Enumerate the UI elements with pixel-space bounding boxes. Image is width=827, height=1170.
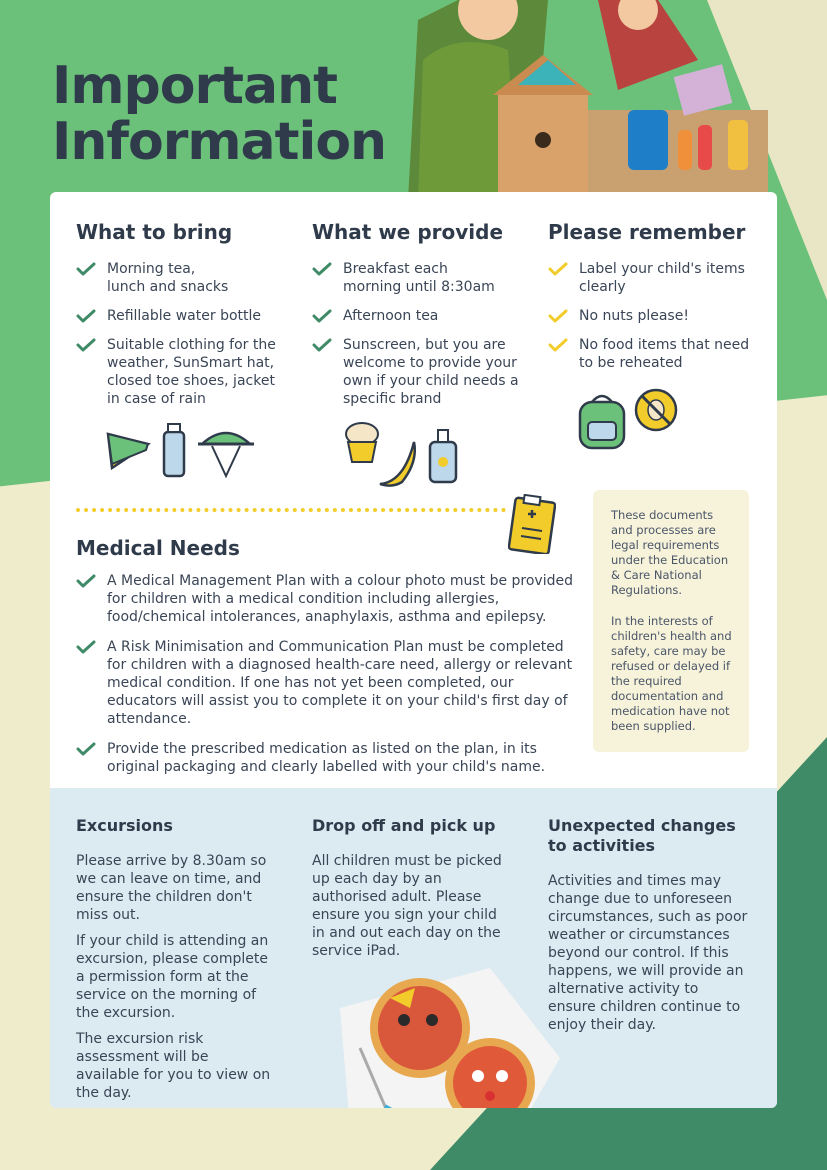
item-text: Suitable clothing for the weather, SunSmart hat, closed toe shoes, jacket in case of rain	[107, 337, 276, 407]
list-item	[76, 307, 286, 325]
backpack-icon	[580, 396, 624, 448]
medical-list	[76, 572, 586, 788]
check-icon	[76, 640, 96, 654]
legal-note-paragraph: In the interests of children's health and safety, care may be refused or delayed if the required documentation and medication have not been supplied.	[611, 614, 732, 733]
legal-note	[593, 490, 749, 752]
list-item	[548, 336, 758, 372]
paragraph: Please arrive by 8.30am so we can leave on time, and ensure the children don't miss out.	[76, 853, 267, 923]
what-we-provide-heading: What we provide	[312, 220, 504, 244]
item-text: Provide the prescribed medication as listed on the plan, in its original packaging and clearly labelled with your child's name.	[107, 741, 546, 775]
drop-off-heading: Drop off and pick up	[312, 816, 496, 835]
sandwich-icon	[108, 434, 148, 468]
list-item	[312, 307, 522, 325]
legal-note-paragraph: These documents and processes are legal requirements under the Education & Care National Regulations.	[611, 508, 729, 597]
medical-needs-heading: Medical Needs	[76, 536, 240, 560]
list-item	[548, 307, 758, 325]
check-icon	[548, 262, 568, 276]
title-line-2: Information	[52, 112, 387, 172]
item-text: No food items that need to be reheated	[579, 337, 750, 371]
banana-icon	[380, 442, 415, 486]
what-we-provide-section	[312, 220, 522, 419]
clipboard-icon	[508, 494, 556, 554]
paragraph: If your child is attending an excursion, please complete a permission form at the service on the morning of the excursion.	[76, 933, 269, 1021]
check-icon	[312, 338, 332, 352]
sunscreen-icon	[430, 430, 456, 482]
unexpected-changes-heading: Unexpected changes to activities	[548, 816, 736, 855]
list-item	[312, 336, 522, 408]
page-title	[52, 58, 386, 170]
no-nuts-icon	[636, 390, 676, 430]
title-line-1: Important	[52, 56, 337, 116]
what-we-provide-icons	[344, 422, 464, 490]
check-icon	[76, 742, 96, 756]
item-text: Sunscreen, but you are welcome to provide your own if your child needs a specific brand	[343, 337, 519, 407]
info-card	[50, 192, 777, 1108]
list-item	[548, 260, 758, 296]
item-text: Morning tea, lunch and snacks	[107, 261, 229, 295]
pizza-faces-photo	[320, 968, 560, 1108]
drop-off-section	[312, 816, 512, 968]
check-icon	[548, 338, 568, 352]
list-item	[76, 740, 586, 776]
list-item	[76, 638, 586, 728]
paragraph: All children must be picked up each day by an authorised adult. Please ensure you sign your child in and out each day on the service iPad.	[312, 853, 502, 959]
check-icon	[312, 262, 332, 276]
muffin-icon	[346, 423, 378, 462]
paragraph: Activities and times may change due to unforeseen circumstances, such as poor weather or circumstances beyond our control. If this happens, we will provide an alternative activity to ensure children continue to enjoy their day.	[548, 873, 748, 1033]
what-to-bring-icons	[104, 420, 254, 482]
item-text: Refillable water bottle	[107, 308, 261, 324]
excursions-section	[76, 816, 276, 1108]
list-item	[312, 260, 522, 296]
check-icon	[312, 309, 332, 323]
list-item	[76, 572, 586, 626]
item-text: A Risk Minimisation and Communication Plan must be completed for children with a diagnosed health-care need, allergy or relevant medical condition. If one has not yet been completed, our educators will assist you to complete it on your child's first day of attendance.	[107, 639, 573, 727]
check-icon	[76, 338, 96, 352]
paragraph: The excursion risk assessment will be available for you to view on the day.	[76, 1031, 271, 1101]
children-painting-photo	[398, 0, 768, 200]
please-remember-heading: Please remember	[548, 220, 746, 244]
item-text: Afternoon tea	[343, 308, 439, 324]
excursions-heading: Excursions	[76, 816, 173, 835]
what-to-bring-heading: What to bring	[76, 220, 233, 244]
check-icon	[76, 574, 96, 588]
check-icon	[76, 262, 96, 276]
bottom-info-section	[50, 788, 777, 1108]
list-item	[76, 336, 286, 408]
item-text: No nuts please!	[579, 308, 689, 324]
dotted-divider	[76, 508, 506, 512]
what-to-bring-section	[76, 220, 286, 419]
check-icon	[76, 309, 96, 323]
please-remember-section	[548, 220, 758, 383]
check-icon	[548, 309, 568, 323]
item-text: Label your child's items clearly	[579, 261, 745, 295]
water-bottle-icon	[164, 424, 184, 476]
sun-hat-icon	[198, 433, 254, 476]
please-remember-icons	[576, 388, 686, 454]
item-text: Breakfast each morning until 8:30am	[343, 261, 495, 295]
unexpected-changes-section	[548, 816, 748, 1042]
item-text: A Medical Management Plan with a colour photo must be provided for children with a medical condition including allergies, food/chemical intolerances, anaphylaxis, asthma and epilepsy.	[107, 573, 573, 625]
list-item	[76, 260, 286, 296]
